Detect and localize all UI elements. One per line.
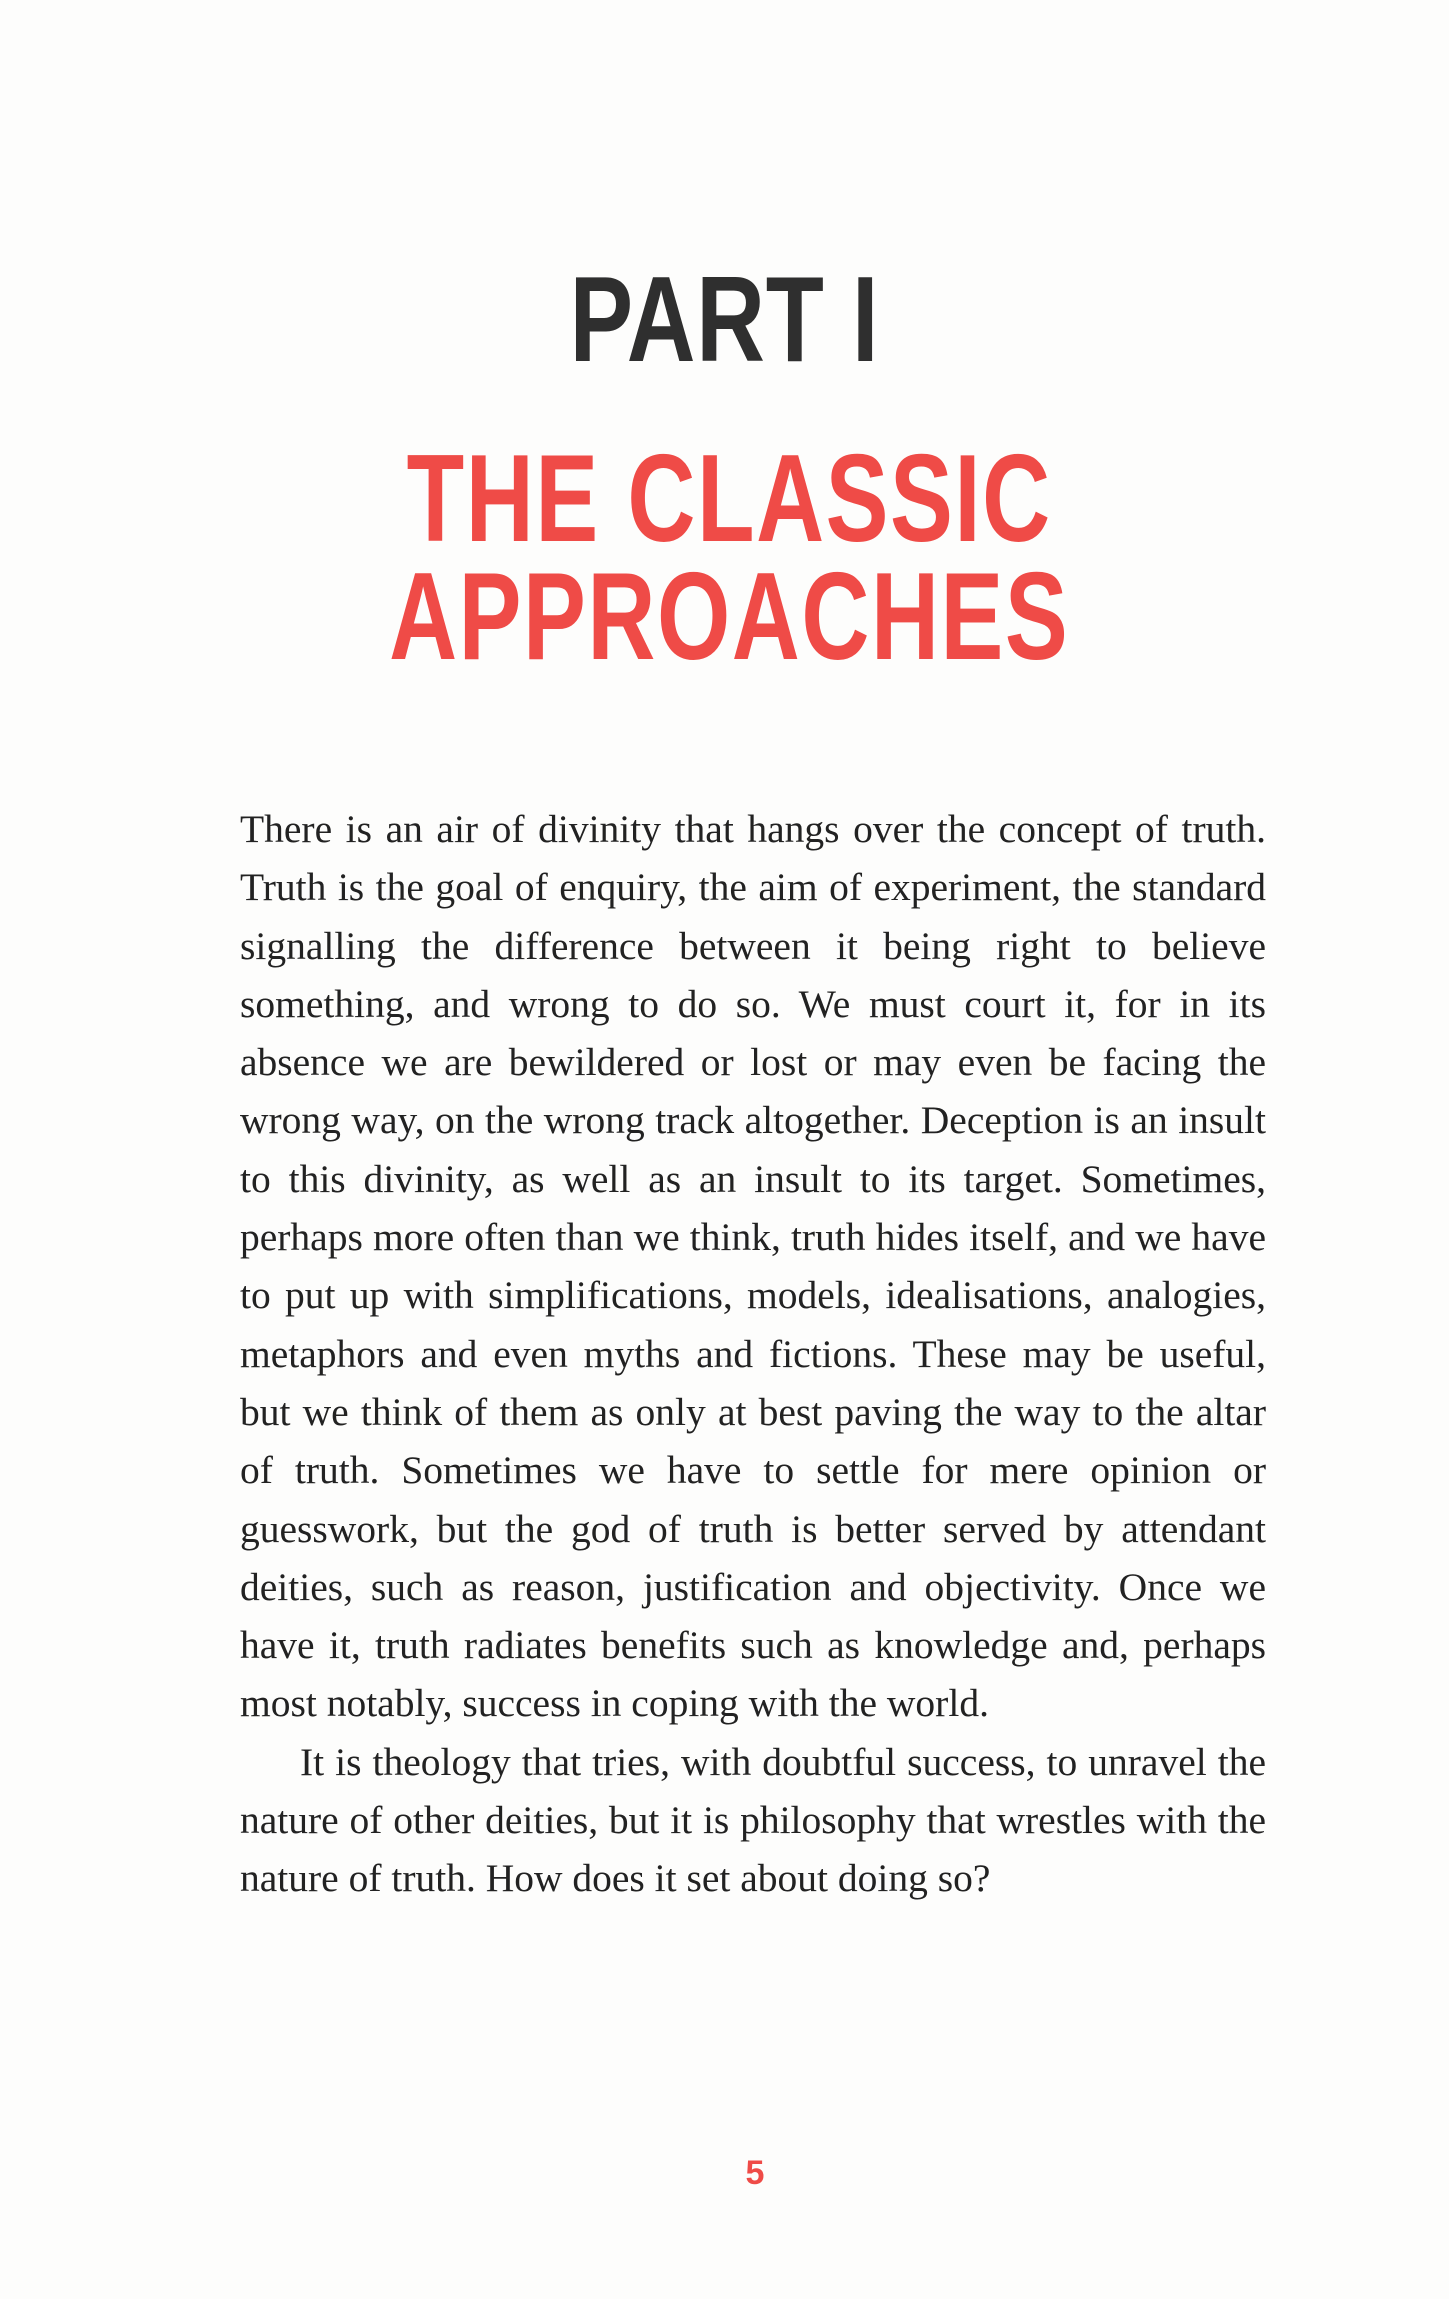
paragraph-2: It is theology that tries, with doubtful success, to unravel the nature of other deities, but it is philosophy that wrestles with the nature of truth. How does it set about doing so?	[240, 1739, 1266, 1901]
part-title-line-2: APPROACHES	[389, 548, 1070, 686]
paragraph-1: There is an air of divinity that hangs over the concept of truth. Truth is the goal of enquiry, the aim of experiment, the standard signalling the difference between it being right to believe something, and wrong to do so. We must court it, for in its absence we are bewildered or lost or may even be facing the wrong way, on the wrong track altogether. Deception is an insult to this divinity, as well as an insult to its target. Sometimes, perhaps more often than we think, truth hides itself, and we have to put up with simplifications, models, idealisations, analogies, metaphors and even myths and fictions. These may be useful, but we think of them as only at best paving the way to the altar of truth. Sometimes we have to settle for mere opinion or guesswork, but the god of truth is better served by attendant deities, such as reason, justification and objectivity. Once we have it, truth radiates benefits such as knowledge and, perhaps most notably, success in coping with the world.	[240, 807, 1266, 1726]
part-title-line-1: THE CLASSIC	[406, 430, 1052, 568]
body-text	[240, 800, 1266, 1908]
part-title	[179, 430, 1280, 686]
page-number: 5	[745, 2154, 765, 2192]
part-label: PART I	[569, 251, 880, 387]
